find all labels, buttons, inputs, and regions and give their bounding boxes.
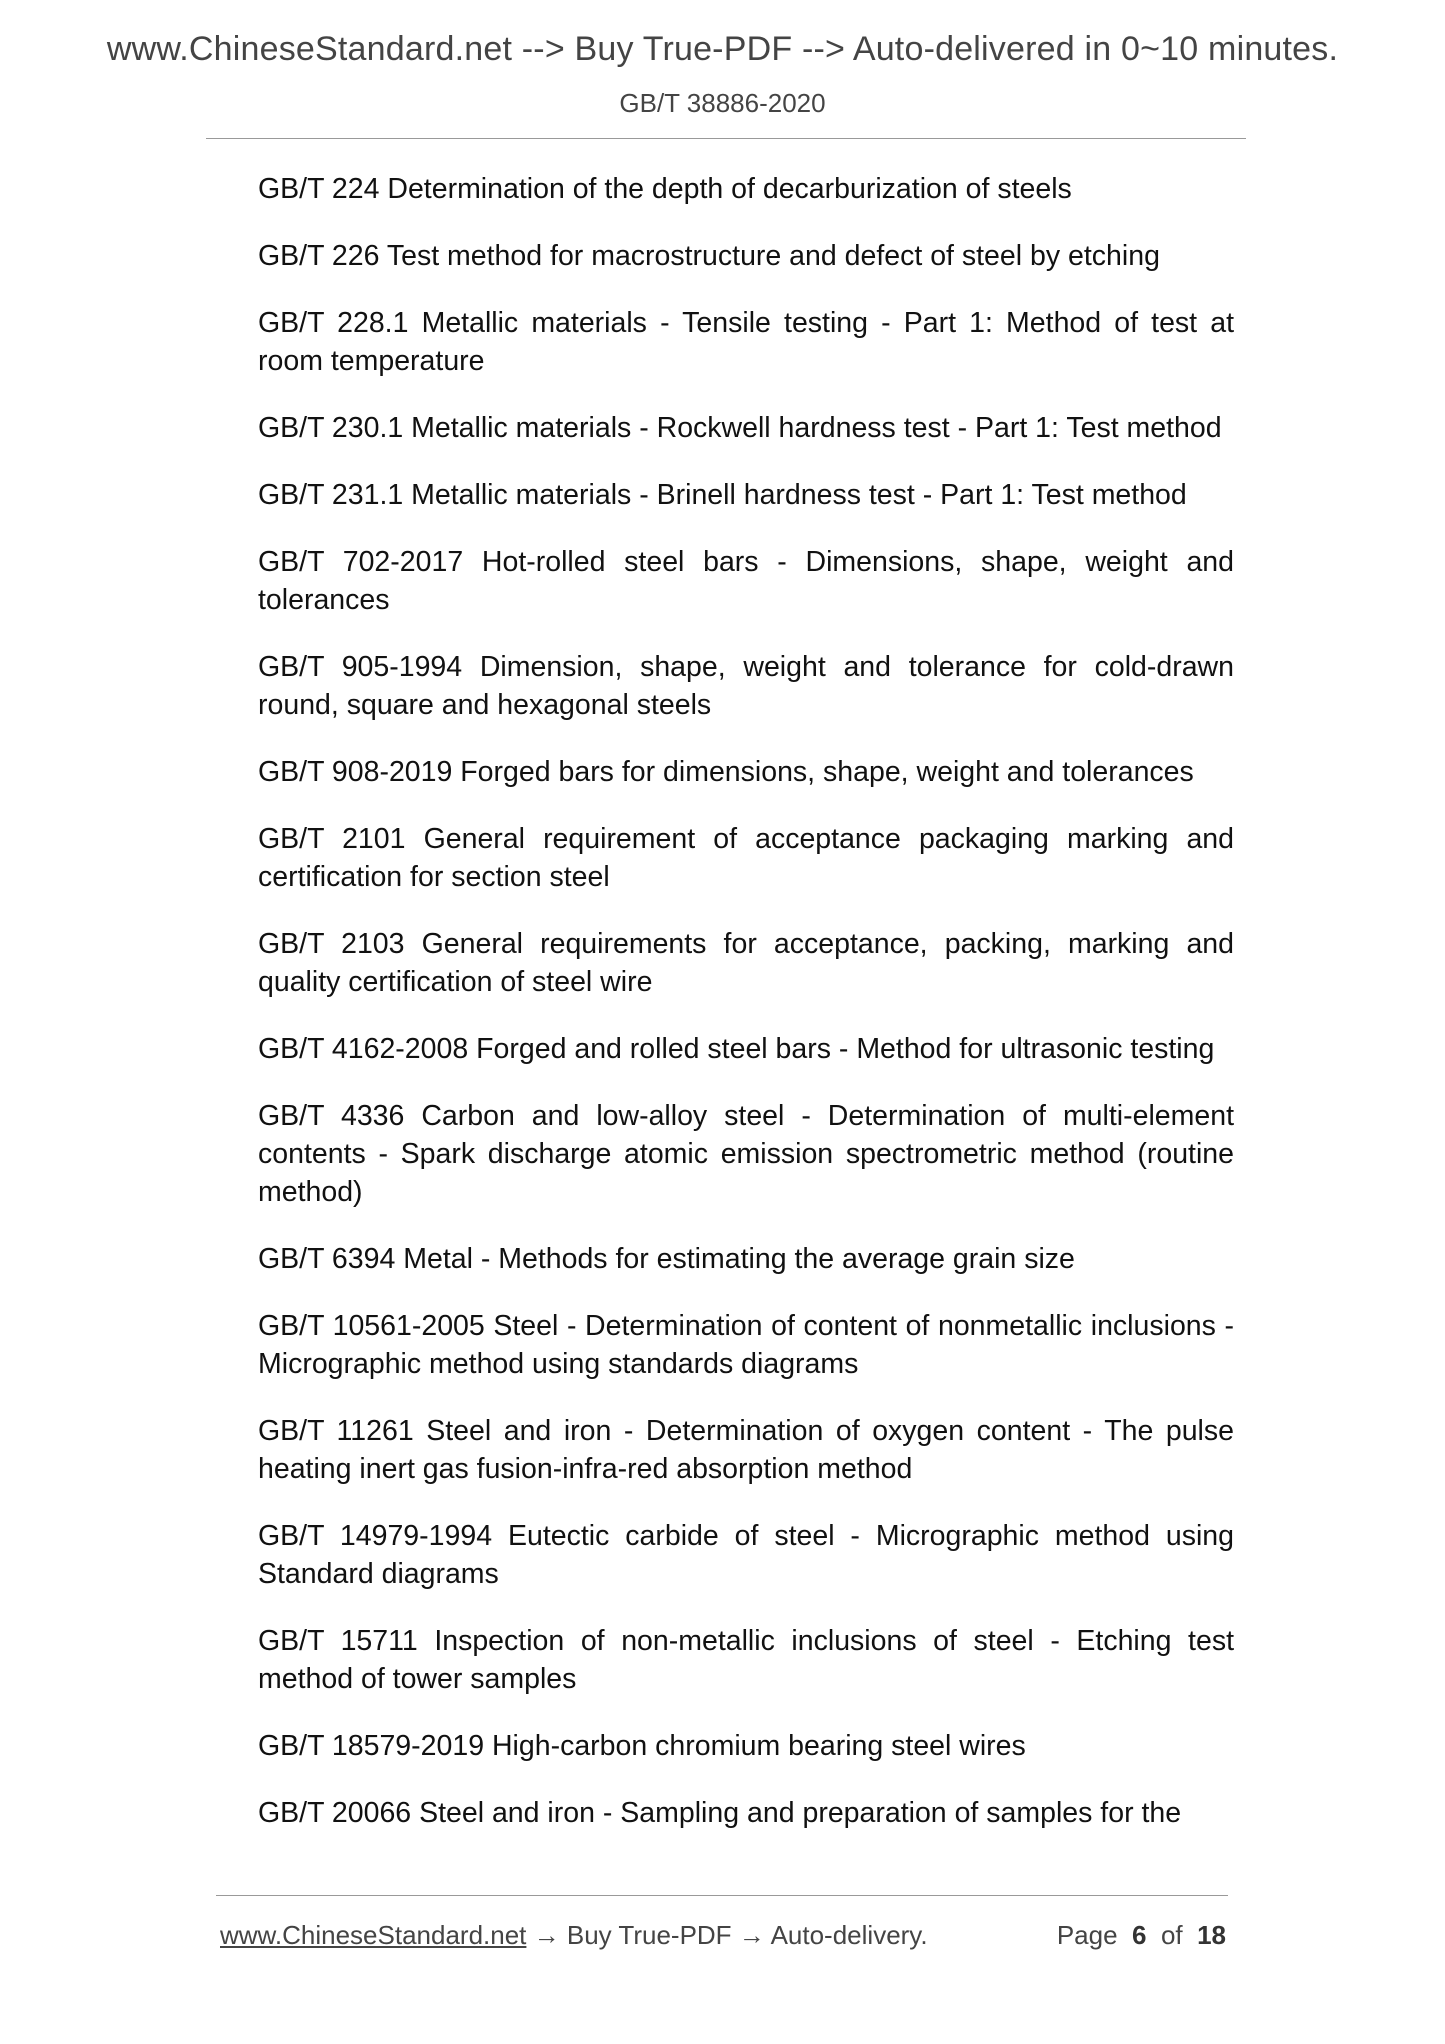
footer-promo [220,1920,928,1951]
reference-item: GB/T 228.1 Metallic materials - Tensile testing - Part 1: Method of test at room temperature [258,307,1234,377]
header-divider [206,138,1246,139]
reference-item: GB/T 15711 Inspection of non-metallic inclusions of steel - Etching test method of tower samples [258,1625,1234,1695]
reference-item: GB/T 2103 General requirements for acceptance, packing, marking and quality certification of steel wire [258,928,1234,998]
reference-item: GB/T 2101 General requirement of acceptance packaging marking and certification for section steel [258,823,1234,893]
reference-item: GB/T 11261 Steel and iron - Determination of oxygen content - The pulse heating inert gas fusion-infra-red absorption method [258,1415,1234,1485]
reference-item: GB/T 231.1 Metallic materials - Brinell hardness test - Part 1: Test method [258,479,1187,511]
reference-item: GB/T 18579-2019 High-carbon chromium bearing steel wires [258,1730,1026,1762]
reference-item: GB/T 4336 Carbon and low-alloy steel - Determination of multi-element contents - Spark discharge atomic emission spectrometric method (routine method) [258,1100,1234,1208]
reference-item: GB/T 905-1994 Dimension, shape, weight and tolerance for cold-drawn round, square and hexagonal steels [258,651,1234,721]
reference-item: GB/T 20066 Steel and iron - Sampling and preparation of samples for the [258,1797,1182,1829]
current-page-number: 6 [1132,1920,1147,1950]
header-banner: www.ChineseStandard.net --> Buy True-PDF --> Auto-delivered in 0~10 minutes. [106,30,1339,68]
reference-item: GB/T 4162-2008 Forged and rolled steel bars - Method for ultrasonic testing [258,1033,1215,1065]
reference-item: GB/T 6394 Metal - Methods for estimating the average grain size [258,1243,1075,1275]
page-indicator [1057,1920,1226,1951]
reference-item: GB/T 908-2019 Forged bars for dimensions, shape, weight and tolerances [258,756,1194,788]
footer-divider [216,1895,1228,1896]
total-pages-number: 18 [1197,1920,1226,1950]
of-label: of [1160,1920,1183,1950]
footer-site-link[interactable]: www.ChineseStandard.net [220,1920,527,1950]
references-list [258,170,1234,1861]
reference-item: GB/T 10561-2005 Steel - Determination of content of nonmetallic inclusions - Micrographic method using standards diagrams [258,1310,1234,1380]
reference-item: GB/T 702-2017 Hot-rolled steel bars - Dimensions, shape, weight and tolerances [258,546,1234,616]
reference-item: GB/T 224 Determination of the depth of decarburization of steels [258,173,1072,205]
document-number: GB/T 38886-2020 [619,88,826,118]
reference-item: GB/T 226 Test method for macrostructure and defect of steel by etching [258,240,1160,272]
reference-item: GB/T 230.1 Metallic materials - Rockwell hardness test - Part 1: Test method [258,412,1222,444]
reference-item: GB/T 14979-1994 Eutectic carbide of steel - Micrographic method using Standard diagrams [258,1520,1234,1590]
footer-tagline: → Buy True-PDF → Auto-delivery. [526,1920,928,1950]
page-label: Page [1056,1920,1118,1950]
